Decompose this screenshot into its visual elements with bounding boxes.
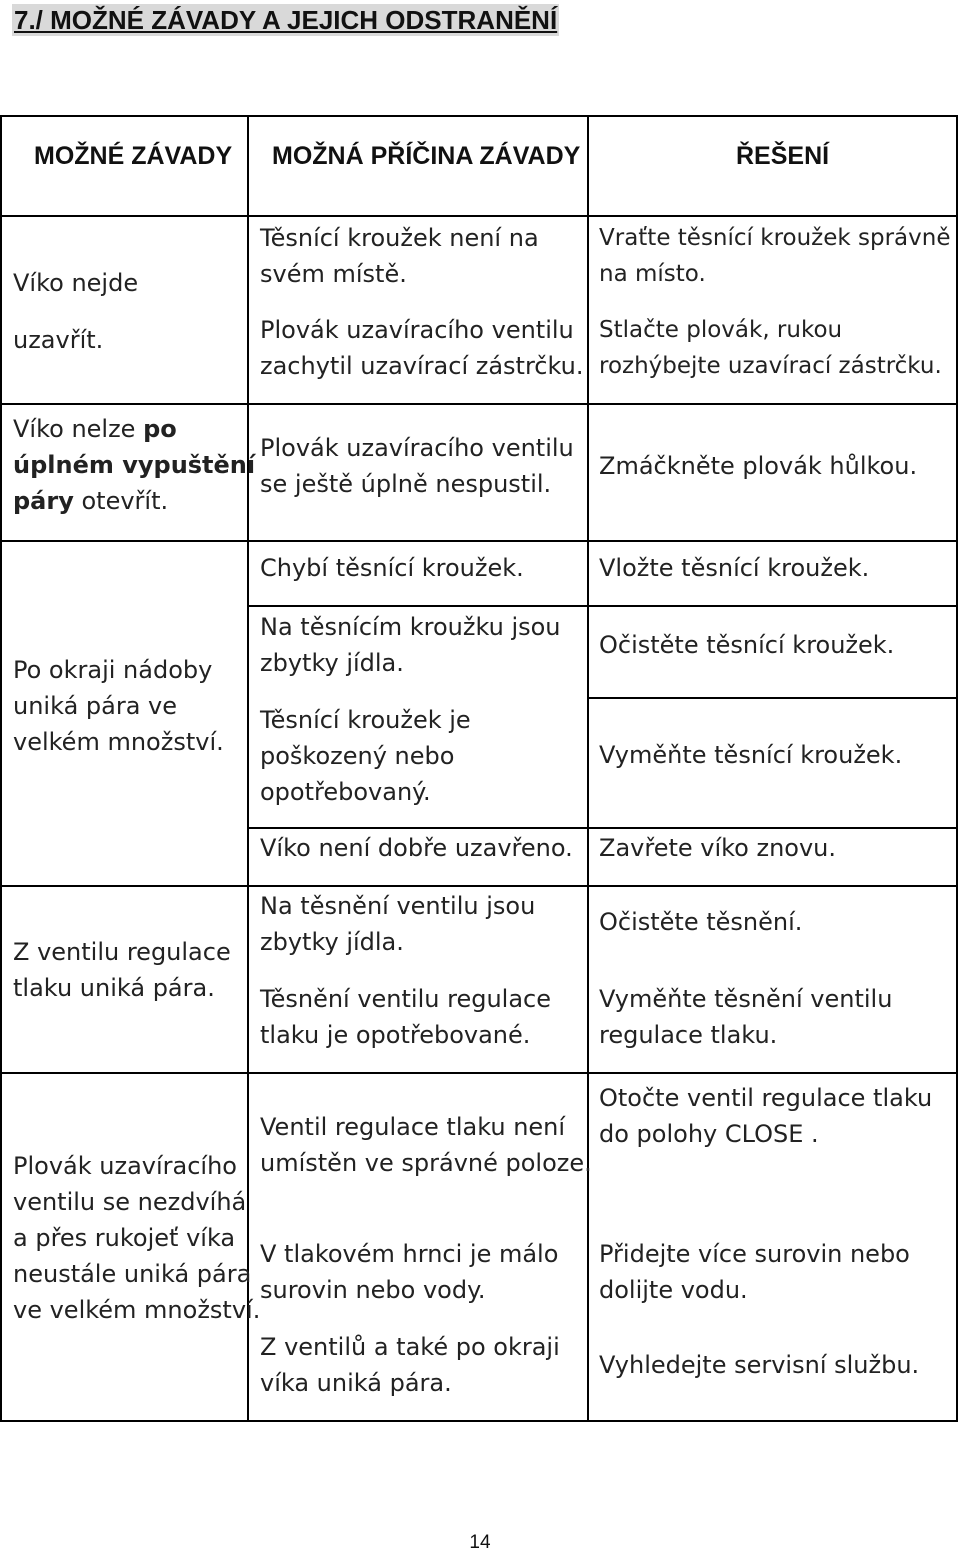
solution-item: Zmáčkněte plovák hůlkou. xyxy=(599,452,918,480)
table-border-bottom xyxy=(0,1420,958,1422)
solution-item: Stlačte plovák, rukou rozhýbejte uzavírací zástrčku. xyxy=(599,317,942,379)
solution-item: Vyměňte těsnění ventilu regulace tlaku. xyxy=(599,985,893,1049)
page-number: 14 xyxy=(469,1532,491,1553)
row-divider xyxy=(0,403,958,405)
cause-item: Těsnící kroužek je poškozený nebo opotřebovaný. xyxy=(260,706,471,806)
header-causes: MOŽNÁ PŘÍČINA ZÁVADY xyxy=(272,142,581,170)
table-border-left xyxy=(0,115,2,1422)
solution-item: Otočte ventil regulace tlaku do polohy CLOSE . xyxy=(599,1084,933,1148)
cause-item: Na těsnícím kroužku jsou zbytky jídla. xyxy=(260,613,561,677)
table-header-divider xyxy=(0,215,958,217)
cause-item: Ventil regulace tlaku není umístěn ve správné poloze. xyxy=(260,1113,592,1177)
solution-item: Vyměňte těsnící kroužek. xyxy=(599,741,903,769)
header-solutions: ŘEŠENÍ xyxy=(736,142,830,170)
solution-item: Vyhledejte servisní službu. xyxy=(599,1351,920,1379)
fault-steam-from-rim: Po okraji nádoby uniká pára ve velkém množství. xyxy=(13,656,224,756)
cause-item: Víko není dobře uzavřeno. xyxy=(260,834,573,862)
row-divider xyxy=(0,540,958,542)
header-faults: MOŽNÉ ZÁVADY xyxy=(34,142,233,170)
row-divider xyxy=(587,697,958,699)
section-title: 7./ MOŽNÉ ZÁVADY A JEJICH ODSTRANĚNÍ xyxy=(14,5,558,35)
table-border-right xyxy=(956,115,958,1422)
fault-lid-not-closing: Víko nejde uzavřít. xyxy=(13,269,139,354)
solution-item: Přidejte více surovin nebo dolijte vodu. xyxy=(599,1240,910,1304)
cause-item: Chybí těsnící kroužek. xyxy=(260,554,524,582)
cause-item: Plovák uzavíracího ventilu se ještě úplně nespustil. xyxy=(260,434,574,498)
solution-item: Očistěte těsnění. xyxy=(599,908,803,936)
fault-float-not-rising: Plovák uzavíracího ventilu se nezdvíhá a přes rukojeť víka neustále uniká pára ve velkém množství. xyxy=(13,1152,261,1324)
fault-lid-not-opening: Víko nelze po úplném vypuštění páry otevřít. xyxy=(13,415,256,515)
cause-item: Z ventilů a také po okraji víka uniká pára. xyxy=(260,1333,560,1397)
table-border-top xyxy=(0,115,958,117)
solution-item: Vraťte těsnící kroužek správně na místo. xyxy=(599,225,951,287)
cause-item: V tlakovém hrnci je málo surovin nebo vody. xyxy=(260,1240,559,1304)
table-column-divider-2 xyxy=(587,115,589,1422)
cause-item: Na těsnění ventilu jsou zbytky jídla. xyxy=(260,892,536,956)
cause-item: Těsnění ventilu regulace tlaku je opotřebované. xyxy=(260,985,551,1049)
cause-item: Těsnící kroužek není na svém místě. xyxy=(260,224,539,288)
solution-item: Vložte těsnící kroužek. xyxy=(599,554,870,582)
row-divider xyxy=(247,827,958,829)
fault-steam-from-valve: Z ventilu regulace tlaku uniká pára. xyxy=(13,938,231,1002)
solution-item: Zavřete víko znovu. xyxy=(599,834,837,862)
row-divider xyxy=(0,885,958,887)
row-divider xyxy=(0,1072,958,1074)
solution-item: Očistěte těsnící kroužek. xyxy=(599,631,895,659)
cause-item: Plovák uzavíracího ventilu zachytil uzavírací zástrčku. xyxy=(260,316,584,380)
row-divider xyxy=(247,605,958,607)
